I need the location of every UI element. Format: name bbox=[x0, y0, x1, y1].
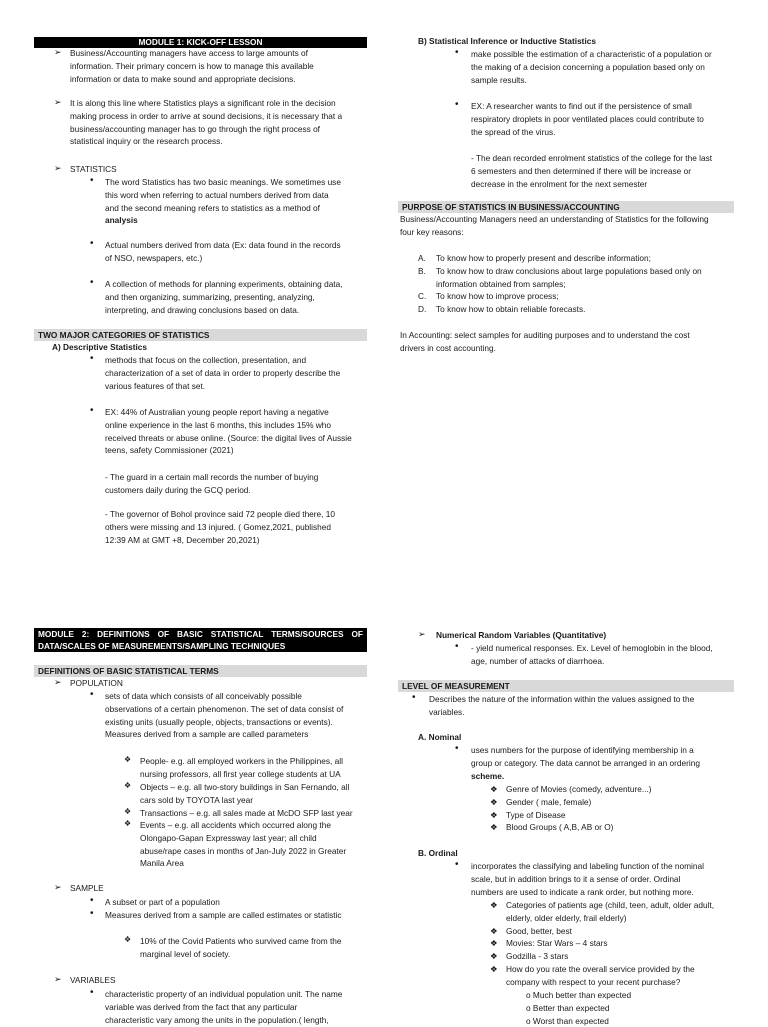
inferential-example-2: - The dean recorded enrolment statistics of the college for the last 6 semesters and then determined if there will be increase or decrease in the enrolment for the next semester bbox=[471, 153, 713, 189]
population-example-people: People- e.g. all employed workers in the Philippines, all nursing professors, all first year college students at UA bbox=[140, 756, 343, 779]
sample-bullet-2: Measures derived from a sample are called estimates or statistic bbox=[105, 910, 342, 920]
descriptive-statistics-heading: A) Descriptive Statistics bbox=[52, 342, 147, 352]
inferential-bullet-1: make possible the estimation of a characteristic of a population or the making of a decision concerning a population based only on sample results. bbox=[471, 49, 712, 85]
population-heading: POPULATION bbox=[70, 678, 123, 688]
diamond-bullet-icon: ❖ bbox=[490, 951, 498, 962]
diamond-bullet-icon: ❖ bbox=[124, 807, 132, 816]
level-of-measurement-header: LEVEL OF MEASUREMENT bbox=[398, 680, 734, 692]
statistics-bullet-3: A collection of methods for planning experiments, obtaining data, and then organizing, summarizing, presenting, analyzing, interpreting, and drawing conclusions based on data. bbox=[105, 279, 343, 315]
population-example-events: Events – e.g. all accidents which occurred along the Olongapo-Gapan Expressway last year; all child abuse/rape cases in months of Jan-July 2022 in Greater Manila Area bbox=[140, 820, 347, 869]
arrow-bullet-icon: ➢ bbox=[418, 629, 426, 639]
level-of-measurement-definition: Describes the nature of the information within the values assigned to the variables. bbox=[429, 694, 695, 717]
round-bullet-icon: • bbox=[455, 743, 459, 754]
nominal-heading: A. Nominal bbox=[418, 732, 462, 742]
ordinal-definition: incorporates the classifying and labeling function of the nominal scale, but in addition brings to it a sense of order. Ordinal numbers are used to indicate a rank order, but nothing more. bbox=[471, 861, 704, 897]
diamond-bullet-icon: ❖ bbox=[124, 781, 132, 790]
descriptive-example-3: - The governor of Bohol province said 72 people died there, 10 others were missing and 13 injured. ( Gomez,2021, published 12:39 AM at GMT +8, December 20,2021) bbox=[105, 509, 336, 545]
list-item: C. To know how to improve process; bbox=[418, 291, 559, 302]
arrow-bullet-icon: ➢ bbox=[54, 677, 62, 687]
diamond-bullet-icon: ❖ bbox=[124, 819, 132, 828]
inferential-statistics-heading: B) Statistical Inference or Inductive Statistics bbox=[418, 36, 596, 46]
arrow-bullet-icon: ➢ bbox=[54, 882, 62, 892]
two-major-categories-header: TWO MAJOR CATEGORIES OF STATISTICS bbox=[34, 329, 367, 341]
nominal-examples bbox=[490, 783, 734, 834]
list-item: ❖ Movies: Star Wars – 4 stars bbox=[490, 938, 608, 949]
diamond-bullet-icon: ❖ bbox=[490, 963, 498, 974]
ordinal-heading: B. Ordinal bbox=[418, 848, 458, 858]
module1-title: MODULE 1: KICK-OFF LESSON bbox=[34, 37, 367, 48]
statistics-bullet-2: Actual numbers derived from data (Ex: data found in the records of NSO, newspapers, etc.) bbox=[105, 240, 341, 263]
list-item: ❖ How do you rate the overall service provided by the company with respect to your recent purchase? bbox=[490, 963, 695, 987]
diamond-bullet-icon: ❖ bbox=[490, 822, 498, 833]
purpose-intro: Business/Accounting Managers need an understanding of Statistics for the following four key reasons: bbox=[400, 214, 709, 237]
round-bullet-icon: • bbox=[90, 689, 94, 700]
inferential-example-1: EX: A researcher wants to find out if the persistence of small respiratory droplets in poor ventilated places could contribute to the spread of the virus. bbox=[471, 101, 704, 137]
round-bullet-icon: • bbox=[90, 353, 94, 364]
purpose-of-statistics-header: PURPOSE OF STATISTICS IN BUSINESS/ACCOUNTING bbox=[398, 201, 734, 213]
diamond-bullet-icon: ❖ bbox=[490, 796, 498, 807]
round-bullet-icon: • bbox=[90, 908, 94, 919]
list-item: o Worst than expected bbox=[526, 1015, 609, 1026]
sample-bullet-1: A subset or part of a population bbox=[105, 897, 220, 907]
list-item: A. To know how to properly present and describe information; bbox=[418, 253, 651, 263]
sample-heading: SAMPLE bbox=[70, 883, 104, 893]
list-item: o Better than expected bbox=[526, 1002, 610, 1013]
round-bullet-icon: • bbox=[455, 99, 459, 110]
arrow-bullet-icon: ➢ bbox=[54, 97, 62, 107]
nominal-definition: uses numbers for the purpose of identifying membership in a group or category. The data cannot be arranged in an ordering scheme. bbox=[471, 745, 700, 781]
diamond-bullet-icon: ❖ bbox=[490, 784, 498, 794]
list-item: ❖ Genre of Movies (comedy, adventure...) bbox=[490, 784, 652, 794]
descriptive-example-2: - The guard in a certain mall records the number of buying customers daily during the GCQ period. bbox=[105, 472, 319, 495]
round-bullet-icon: • bbox=[90, 987, 94, 998]
diamond-bullet-icon: ❖ bbox=[490, 925, 498, 936]
list-item: ❖ Categories of patients age (child, teen, adult, older adult, elderly, older elderly, frail elderly) bbox=[490, 900, 715, 923]
module2-title: MODULE 2: DEFINITIONS OF BASIC STATISTICAL TERMS/SOURCES OF DATA/SCALES OF MEASUREMENTS/SAMPLING TECHNIQUES bbox=[34, 628, 367, 652]
rating-options bbox=[526, 989, 734, 1027]
round-bullet-icon: • bbox=[90, 895, 94, 906]
round-bullet-icon: • bbox=[455, 641, 459, 652]
round-bullet-icon: • bbox=[90, 238, 94, 249]
round-bullet-icon: • bbox=[90, 175, 94, 186]
list-item: ❖ Good, better, best bbox=[490, 925, 572, 936]
round-bullet-icon: • bbox=[90, 277, 94, 288]
diamond-bullet-icon: ❖ bbox=[124, 755, 132, 764]
descriptive-example-1: EX: 44% of Australian young people report having a negative online experience in the last 6 months, this includes 15% who received threats or abuse online. (Source: the digital lives of Aussie teens, safety Commissioner (2021) bbox=[105, 407, 352, 456]
list-item: ❖ Godzilla - 3 stars bbox=[490, 951, 569, 962]
numerical-random-variables-definition: - yield numerical responses. Ex. Level of hemoglobin in the blood, age, number of attacks of diarrhoea. bbox=[471, 643, 713, 666]
intro-paragraph-1: Business/Accounting managers have access to large amounts of information. Their primary concern is how to manage this available information or data to make sound and appropriate decisions. bbox=[70, 48, 314, 84]
population-example-objects: Objects – e.g. all two-story buildings in San Fernando, all cars sold by TOYOTA last year bbox=[140, 782, 350, 805]
diamond-bullet-icon: ❖ bbox=[490, 938, 498, 949]
list-item: information obtained from samples; bbox=[436, 278, 566, 289]
statistics-bullet-1: The word Statistics has two basic meanings. We sometimes use this word when referring to actual numbers derived from data and the second meaning refers to statistics as a method of analysis bbox=[105, 177, 341, 226]
variables-definition: characteristic property of an individual population unit. The name variable was derived from the fact that any particular characteristic vary among the units in the population.( length, bbox=[105, 989, 343, 1025]
population-definition: sets of data which consists of all conceivably possible observations of a certain phenomenon. The set of data consist of existing units (usually people, objects, transactions or events). Measures derived from a sample are called parameters bbox=[105, 691, 344, 740]
sample-example: 10% of the Covid Patients who survived came from the marginal level of society. bbox=[140, 936, 342, 959]
statistics-heading: STATISTICS bbox=[70, 164, 117, 174]
diamond-bullet-icon: ❖ bbox=[490, 900, 498, 910]
list-item: ❖ Type of Disease bbox=[490, 809, 566, 820]
list-item: ❖ Gender ( male, female) bbox=[490, 796, 592, 807]
list-item: o Much better than expected bbox=[526, 990, 632, 1000]
arrow-bullet-icon: ➢ bbox=[54, 163, 62, 173]
population-example-transactions: Transactions – e.g. all sales made at McDO SFP last year bbox=[140, 808, 353, 818]
definitions-header: DEFINITIONS OF BASIC STATISTICAL TERMS bbox=[34, 665, 367, 677]
round-bullet-icon: • bbox=[455, 859, 459, 870]
list-item: D. To know how to obtain reliable forecasts. bbox=[418, 304, 586, 315]
reasons-list bbox=[418, 252, 734, 316]
diamond-bullet-icon: ❖ bbox=[124, 935, 132, 944]
list-item: ❖ Blood Groups ( A,B, AB or O) bbox=[490, 822, 614, 833]
ordinal-examples bbox=[490, 899, 734, 989]
arrow-bullet-icon: ➢ bbox=[54, 974, 62, 984]
numerical-random-variables-heading: Numerical Random Variables (Quantitative) bbox=[436, 630, 607, 640]
list-item: B. To know how to draw conclusions about large populations based only on bbox=[418, 265, 702, 276]
round-bullet-icon: • bbox=[90, 405, 94, 416]
arrow-bullet-icon: ➢ bbox=[54, 47, 62, 57]
round-bullet-icon: • bbox=[455, 47, 459, 58]
descriptive-bullet-1: methods that focus on the collection, presentation, and characterization of a set of data in order to properly describe the various features of that set. bbox=[105, 355, 341, 391]
intro-paragraph-2: It is along this line where Statistics plays a significant role in the decision making process in order to arrive at sound decisions, it is necessary that a business/accounting manager has to go through the right process of statistical inquiry or the research process. bbox=[70, 98, 343, 147]
round-bullet-icon: • bbox=[412, 692, 416, 703]
diamond-bullet-icon: ❖ bbox=[490, 809, 498, 820]
variables-heading: VARIABLES bbox=[70, 975, 116, 985]
accounting-note: In Accounting: select samples for auditing purposes and to understand the cost drivers in cost accounting. bbox=[400, 330, 690, 353]
